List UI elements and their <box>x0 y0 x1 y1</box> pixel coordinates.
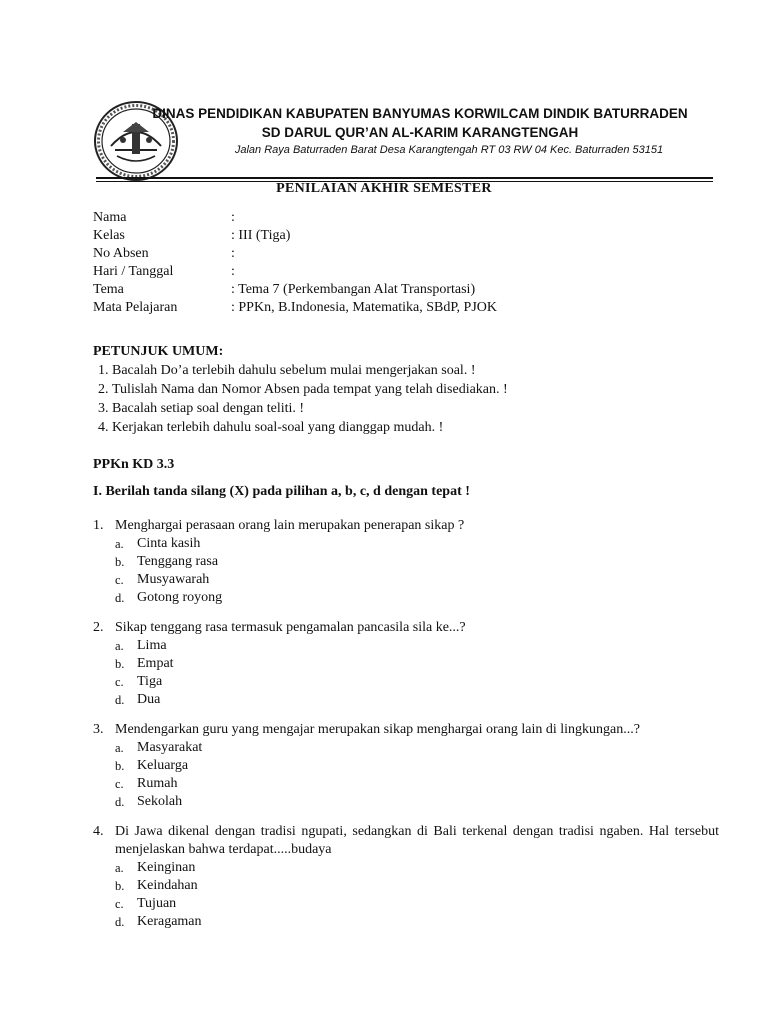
identity-label: No Absen <box>93 246 149 261</box>
identity-table <box>93 209 497 317</box>
option <box>115 895 719 913</box>
question-number: 3. <box>93 722 104 737</box>
option-text: Lima <box>137 638 167 653</box>
question-text: Menghargai perasaan orang lain merupakan penerapan sikap ? <box>115 518 465 533</box>
question-text: Di Jawa dikenal dengan tradisi ngupati, sedangkan di Bali terkenal dengan tradisi ngaben. Hal tersebut menjelaskan bahwa terdapat.....budaya <box>115 824 719 857</box>
option-text: Tenggang rasa <box>137 554 219 569</box>
instruction-item: 3. Bacalah setiap soal dengan teliti. ! <box>112 399 733 418</box>
option-list <box>115 859 719 931</box>
identity-label: Mata Pelajaran <box>93 300 178 315</box>
option-list <box>115 535 719 607</box>
identity-row <box>93 281 497 299</box>
option-letter: b. <box>115 657 125 671</box>
option-letter: c. <box>115 675 124 689</box>
question-list <box>93 517 719 943</box>
option <box>115 913 719 931</box>
instruction-item: 4. Kerjakan terlebih dahulu soal-soal yang dianggap mudah. ! <box>112 418 733 437</box>
option <box>115 637 719 655</box>
instructions-list <box>93 361 733 437</box>
option-text: Rumah <box>137 776 178 791</box>
option <box>115 859 719 877</box>
option-text: Keinginan <box>137 860 196 875</box>
option <box>115 775 719 793</box>
question-number: 1. <box>93 518 104 533</box>
identity-value: : Tema 7 (Perkembangan Alat Transportasi) <box>231 282 476 297</box>
identity-value: : <box>231 210 235 225</box>
option <box>115 673 719 691</box>
identity-value: : <box>231 264 235 279</box>
instruction-item: 1. Bacalah Do’a terlebih dahulu sebelum mulai mengerjakan soal. ! <box>112 361 733 380</box>
option-text: Masyarakat <box>137 740 203 755</box>
page-title: PENILAIAN AKHIR SEMESTER <box>276 181 492 196</box>
identity-row <box>93 227 497 245</box>
identity-value: : PPKn, B.Indonesia, Matematika, SBdP, PJOK <box>231 300 498 315</box>
letterhead <box>140 104 700 158</box>
identity-label: Nama <box>93 210 127 225</box>
question <box>93 721 719 811</box>
question-number: 2. <box>93 620 104 635</box>
option <box>115 691 719 709</box>
option-letter: b. <box>115 759 125 773</box>
option-letter: a. <box>115 639 124 653</box>
option-text: Empat <box>137 656 174 671</box>
identity-row <box>93 263 497 281</box>
identity-label: Kelas <box>93 228 125 243</box>
letterhead-address: Jalan Raya Baturraden Barat Desa Karangtengah RT 03 RW 04 Kec. Baturraden 53151 <box>234 144 664 156</box>
option-text: Sekolah <box>137 794 183 809</box>
question-text: Sikap tenggang rasa termasuk pengamalan pancasila sila ke...? <box>115 620 466 635</box>
option-text: Keragaman <box>137 914 202 929</box>
question <box>93 619 719 709</box>
option-text: Keindahan <box>137 878 198 893</box>
option-letter: c. <box>115 573 124 587</box>
option-list <box>115 739 719 811</box>
option-letter: a. <box>115 537 124 551</box>
option <box>115 655 719 673</box>
question-number: 4. <box>93 824 104 839</box>
general-instructions <box>93 342 733 437</box>
identity-value: : <box>231 246 235 261</box>
option <box>115 553 719 571</box>
option-text: Gotong royong <box>137 590 223 605</box>
instruction-item: 2. Tulislah Nama dan Nomor Absen pada tempat yang telah disediakan. ! <box>112 380 733 399</box>
section-instruction: I. Berilah tanda silang (X) pada pilihan a, b, c, d dengan tepat ! <box>93 484 470 499</box>
option-letter: a. <box>115 861 124 875</box>
option-text: Dua <box>137 692 161 707</box>
question <box>93 823 719 931</box>
identity-label: Tema <box>93 282 124 297</box>
identity-label: Hari / Tanggal <box>93 264 174 279</box>
option <box>115 739 719 757</box>
option-letter: a. <box>115 741 124 755</box>
identity-row <box>93 299 497 317</box>
option-text: Tujuan <box>137 896 177 911</box>
option <box>115 535 719 553</box>
identity-row <box>93 245 497 263</box>
section-heading: PPKn KD 3.3 <box>93 457 175 472</box>
identity-value: : III (Tiga) <box>231 228 291 243</box>
letterhead-school: SD DARUL QUR’AN AL-KARIM KARANGTENGAH <box>261 125 579 140</box>
option-letter: c. <box>115 777 124 791</box>
option <box>115 571 719 589</box>
option-text: Musyawarah <box>137 572 210 587</box>
option-letter: d. <box>115 795 125 809</box>
option-text: Cinta kasih <box>137 536 201 551</box>
option <box>115 589 719 607</box>
option-letter: b. <box>115 879 125 893</box>
option-letter: d. <box>115 693 125 707</box>
option <box>115 793 719 811</box>
instructions-heading: PETUNJUK UMUM: <box>93 344 224 359</box>
option-list <box>115 637 719 709</box>
option <box>115 877 719 895</box>
option-letter: c. <box>115 897 124 911</box>
identity-row <box>93 209 497 227</box>
option-letter: d. <box>115 591 125 605</box>
option <box>115 757 719 775</box>
option-letter: b. <box>115 555 125 569</box>
question-text: Mendengarkan guru yang mengajar merupakan sikap menghargai orang lain di lingkungan...? <box>115 722 640 737</box>
option-letter: d. <box>115 915 125 929</box>
option-text: Keluarga <box>137 758 189 773</box>
option-text: Tiga <box>137 674 163 689</box>
letterhead-agency: DINAS PENDIDIKAN KABUPATEN BANYUMAS KORWILCAM DINDIK BATURRADEN <box>152 106 688 121</box>
letterhead-rule <box>96 177 713 179</box>
question <box>93 517 719 607</box>
